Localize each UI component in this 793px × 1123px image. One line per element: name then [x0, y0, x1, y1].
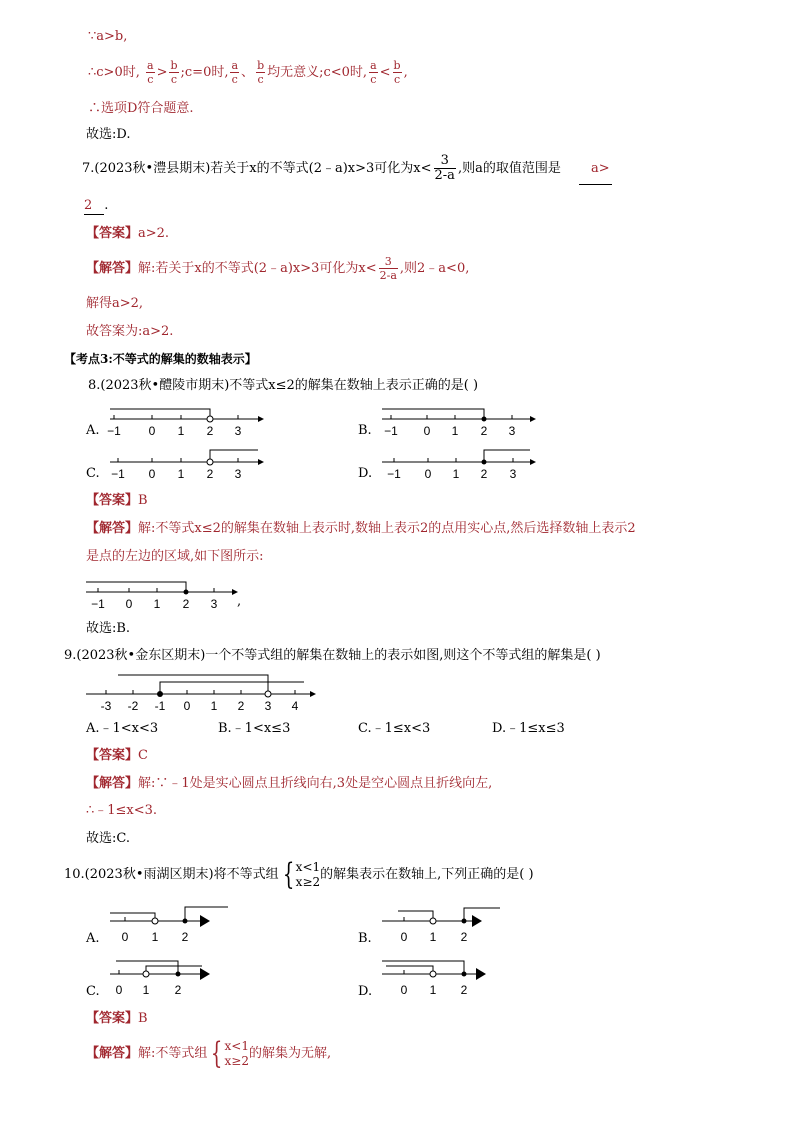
tick-label: 2 [174, 983, 182, 997]
q8-option-b-numberline[interactable] [380, 405, 540, 439]
system-brace: { [211, 1035, 223, 1071]
text: . [104, 198, 109, 213]
q9-solution-3: 故选:C. [86, 831, 130, 846]
section-title: 【考点3:不等式的解集的数轴表示】 [64, 352, 257, 366]
q7-blank-cont [84, 198, 108, 215]
solution-label: 【解答】 [86, 776, 139, 791]
text: 、 [241, 65, 255, 80]
tick-label: 0 [121, 930, 129, 944]
q9-answer [86, 748, 148, 764]
q9-numberline [84, 672, 324, 712]
open-point [430, 918, 436, 924]
inequality-1: x<1 [224, 1038, 249, 1053]
solution-label: 【解答】 [86, 521, 139, 536]
tick-label: 1 [452, 467, 460, 481]
tick-label: -3 [100, 699, 112, 713]
filled-point [482, 460, 487, 465]
q10-answer [86, 1011, 148, 1027]
q7-sol-2: 解得a>2, [86, 296, 144, 311]
open-point [207, 416, 213, 422]
fraction-3-over-2-a [379, 255, 398, 282]
tick-label: -1 [154, 699, 166, 713]
text: 2 [84, 198, 104, 215]
prev-line-4: 故选:D. [86, 127, 131, 142]
solution-label: 【解答】 [86, 1046, 139, 1061]
tick-label: 3 [509, 467, 517, 481]
bracket-right [146, 966, 202, 974]
fraction-3-over-2-a [434, 154, 456, 183]
q7-solution [86, 254, 469, 284]
tick-label: 0 [424, 467, 432, 481]
open-point [207, 459, 213, 465]
answer-label: 【答案】 [86, 493, 139, 508]
den: 2-a [434, 168, 455, 183]
rel: > [156, 65, 168, 80]
q8-solution-numberline [84, 578, 254, 612]
fraction-a-over-c [146, 59, 155, 86]
answer-label: 【答案】 [86, 748, 139, 763]
prev-line-3: ∴选项D符合题意. [88, 101, 194, 116]
tick-label: 0 [125, 597, 133, 611]
tick-label: 2 [460, 983, 468, 997]
inequality-2: x≥2 [224, 1053, 249, 1068]
num: 3 [379, 255, 398, 269]
tick-label: 3 [264, 699, 272, 713]
tick-label: 2 [480, 467, 488, 481]
tick-label: 2 [181, 930, 189, 944]
text: 10.(2023秋•雨湖区期末)将不等式组 [64, 867, 279, 882]
q10-option-b-numberline[interactable] [380, 903, 510, 947]
tick-label: 1 [210, 699, 218, 713]
q10-option-d-numberline[interactable] [380, 958, 510, 1002]
tick-label: 0 [423, 424, 431, 438]
text: 均无意义;c<0时, [267, 65, 368, 80]
den: c [170, 73, 178, 86]
text: 的解集表示在数轴上,下列正确的是( ) [320, 867, 534, 882]
tick-label: −1 [111, 467, 125, 481]
open-point [152, 918, 158, 924]
tick-label: 2 [182, 597, 190, 611]
q10-option-c-numberline[interactable] [108, 958, 238, 1002]
num: a [370, 59, 377, 72]
den: c [257, 73, 264, 86]
tick-label: 0 [148, 467, 156, 481]
text: ,则2﹣a<0, [399, 261, 470, 276]
filled-point [184, 590, 189, 595]
tick-label: 2 [480, 424, 488, 438]
text: ;c=0时, [180, 65, 229, 80]
bracket-right [160, 682, 304, 694]
q10-option-a-label[interactable]: A. [86, 931, 100, 946]
text: 解:不等式组 [138, 1046, 208, 1061]
fraction-a-over-c [230, 59, 239, 86]
tick-label: 1 [429, 983, 437, 997]
filled-point [462, 972, 467, 977]
answer-value: C [138, 748, 148, 763]
tick-label: 1 [451, 424, 459, 438]
text: ∴c>0时, [88, 65, 140, 80]
text: 解:∵﹣1处是实心圆点且折线向右,3处是空心圆点且折线向左, [138, 776, 493, 791]
tick-label: 3 [508, 424, 516, 438]
inequality-system [225, 1039, 249, 1069]
bracket-outer [382, 961, 464, 974]
q8-option-b-label[interactable]: B. [358, 423, 372, 438]
bracket-left [110, 913, 155, 921]
tick-label: −1 [387, 467, 401, 481]
bracket-right [464, 908, 500, 921]
answer-value: B [138, 1011, 148, 1026]
den: c [147, 73, 154, 86]
q10-solution [86, 1036, 331, 1072]
tick-label: −1 [384, 424, 398, 438]
axis-arrow [530, 459, 536, 465]
text: 解:不等式x≤2的解集在数轴上表示时,数轴上表示2的点用实心点,然后选择数轴上表示2 [138, 521, 636, 536]
fraction-b-over-c [393, 59, 402, 86]
q8-option-c-numberline[interactable] [108, 448, 268, 482]
tick-label: 1 [142, 983, 150, 997]
answer-value: B [138, 493, 148, 508]
num: 3 [434, 154, 456, 169]
tick-label: 1 [177, 424, 185, 438]
open-point [143, 971, 149, 977]
tick-label: 1 [429, 930, 437, 944]
axis-arrow [258, 459, 264, 465]
filled-point [482, 417, 487, 422]
tick-label: 3 [234, 424, 242, 438]
solution-label: 【解答】 [86, 261, 139, 276]
solution-bracket [110, 409, 210, 419]
fraction-b-over-c [169, 59, 178, 86]
tick-label: 4 [291, 699, 299, 713]
fraction-a-over-c [369, 59, 378, 86]
q7-stem [82, 154, 612, 185]
num: b [170, 59, 178, 72]
den: c [393, 73, 401, 86]
open-point [265, 691, 271, 697]
answer-label: 【答案】 [86, 226, 139, 241]
text: ,则a的取值范围是 [457, 161, 561, 176]
q10-option-b-label[interactable]: B. [358, 931, 372, 946]
q8-option-c-label[interactable]: C. [86, 466, 100, 481]
den: c [231, 73, 238, 86]
q7-blank: a> [579, 154, 612, 185]
tick-label: 3 [234, 467, 242, 481]
num: a [231, 59, 239, 72]
den: c [370, 73, 377, 86]
filled-point [462, 919, 467, 924]
num: a [147, 59, 154, 72]
open-point [430, 971, 436, 977]
q8-option-a-label[interactable]: A. [86, 423, 100, 438]
tick-label: 0 [183, 699, 191, 713]
text: 的解集为无解, [248, 1046, 332, 1061]
tick-label: 2 [237, 699, 245, 713]
inequality-2: x≥2 [295, 874, 321, 889]
prev-line-2 [88, 58, 408, 88]
tick-label: 1 [153, 597, 161, 611]
den: 2-a [379, 269, 397, 282]
answer-value: a>2. [138, 226, 170, 241]
tick-label: -2 [127, 699, 139, 713]
prev-line-1: ∵a>b, [88, 29, 128, 44]
axis-arrow [530, 416, 536, 422]
q9-option-b[interactable]: B.﹣1<x≤3 [218, 721, 291, 736]
num: b [257, 59, 265, 72]
text: 7.(2023秋•澧县期末)若关于x的不等式(2﹣a)x>3可化为x< [82, 161, 432, 176]
inequality-1: x<1 [295, 859, 321, 874]
q8-solution-3: 故选:B. [86, 621, 131, 636]
system-brace: { [282, 856, 294, 892]
q7-sol-3: 故答案为:a>2. [86, 324, 174, 339]
q10-stem [64, 857, 534, 893]
q10-option-c-label[interactable]: C. [86, 984, 100, 999]
q10-option-d-label[interactable]: D. [358, 984, 373, 999]
q8-solution-1 [86, 521, 636, 537]
solution-bracket [210, 450, 258, 462]
bracket-left [398, 911, 433, 921]
axis-arrow [258, 416, 264, 422]
tick-label: 0 [115, 983, 123, 997]
q9-option-d[interactable]: D.﹣1≤x≤3 [492, 721, 565, 736]
axis-arrow [200, 915, 210, 927]
tick-label: 0 [148, 424, 156, 438]
inequality-system [296, 860, 320, 890]
q8-answer [86, 493, 148, 509]
tick-label: 3 [210, 597, 218, 611]
answer-label: 【答案】 [86, 1011, 139, 1026]
q8-option-d-numberline[interactable] [380, 448, 540, 482]
axis-arrow [476, 968, 486, 980]
tick-label: 2 [460, 930, 468, 944]
rel: < [379, 65, 391, 80]
q9-stem: 9.(2023秋•金东区期末)一个不等式组的解集在数轴上的表示如图,则这个不等式组的解集是( ) [64, 648, 601, 663]
num: b [393, 59, 401, 72]
q8-option-a-numberline[interactable] [108, 405, 268, 439]
q8-fig-comma: , [237, 594, 242, 609]
filled-point [157, 691, 163, 697]
q8-solution-2: 是点的左边的区域,如下图所示: [86, 549, 264, 564]
solution-bracket [484, 450, 530, 462]
q9-option-a[interactable]: A.﹣1<x<3 [86, 721, 159, 736]
filled-point [176, 972, 181, 977]
filled-point [183, 919, 188, 924]
axis-arrow [200, 968, 210, 980]
tick-label: 0 [400, 930, 408, 944]
fraction-b-over-c [256, 59, 265, 86]
text: 解:若关于x的不等式(2﹣a)x>3可化为x< [138, 261, 377, 276]
tick-label: −1 [91, 597, 105, 611]
q7-answer [86, 226, 169, 242]
q10-option-a-numberline[interactable] [108, 903, 238, 947]
tick-label: 1 [177, 467, 185, 481]
solution-bracket [382, 409, 484, 419]
q8-option-d-label[interactable]: D. [358, 466, 373, 481]
bracket-left [118, 675, 268, 694]
q9-solution-1 [86, 776, 492, 792]
tick-label: 0 [400, 983, 408, 997]
solution-bracket [86, 582, 186, 592]
tick-label: 1 [151, 930, 159, 944]
text: , [403, 65, 408, 80]
bracket-inner [386, 966, 433, 974]
q8-stem: 8.(2023秋•醴陵市期末)不等式x≤2的解集在数轴上表示正确的是( ) [88, 378, 479, 393]
q9-solution-2: ∴﹣1≤x<3. [86, 803, 158, 818]
axis-arrow [310, 691, 316, 697]
tick-label: −1 [107, 424, 121, 438]
axis-arrow [472, 915, 482, 927]
q9-option-c[interactable]: C.﹣1≤x<3 [358, 721, 431, 736]
tick-label: 2 [206, 424, 214, 438]
tick-label: 2 [206, 467, 214, 481]
